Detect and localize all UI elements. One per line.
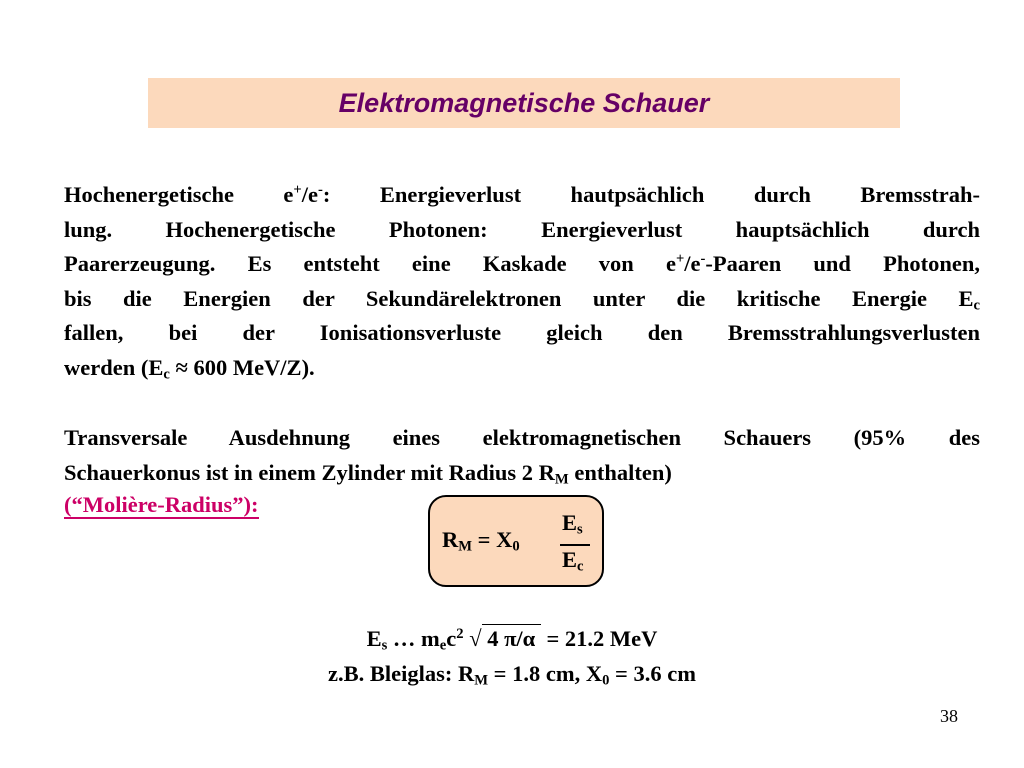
critical-energy-equation: $E_s$ … $m_ec^2$ √ 4 π/α = 21.2 MeV: [366, 625, 658, 654]
text-line: Transversale Ausdehnung eines elektromagnetischen Schauers (95% des: [64, 425, 980, 450]
formula-numerator: $E_s$: [562, 510, 583, 538]
text-line: lung. Hochenergetische Photonen: Energieverlust hauptsächlich durch: [64, 216, 980, 242]
moliere-radius-formula: [428, 495, 604, 587]
slide-title: Elektromagnetische Schauer: [338, 87, 710, 118]
text-line: Schauerkonus ist in einem Zylinder mit Radius 2 $R_M$ enthalten): [64, 459, 672, 488]
text-line: Hochenergetische e+/e-: Energieverlust hautpsächlich durch Bremsstrah-: [64, 181, 980, 207]
text-line: bis die Energien der Sekundärelektronen unter die kritische Energie $E_c$: [64, 285, 980, 314]
paragraph-electromagnetic-showers: [64, 178, 980, 385]
formula-denominator: $E_c$: [562, 547, 584, 575]
sqrt-radicand: 4 π/α: [481, 626, 541, 651]
paragraph-transverse-extent: [64, 421, 980, 490]
lead-glass-example: z.B. Bleiglas: $R_M = 1.8$ cm, $X_0 = 3.6$ cm: [328, 661, 696, 689]
fraction-bar: [560, 544, 590, 546]
formula-lhs: $R_M = X_0$: [442, 527, 520, 555]
page-number: 38: [940, 706, 958, 726]
text-line: fallen, bei der Ionisationsverluste gleich den Bremsstrahlungsverlusten: [64, 320, 980, 345]
text-line: Paarerzeugung. Es entsteht eine Kaskade von e+/e--Paaren und Photonen,: [64, 250, 980, 276]
moliere-radius-label: (“Molière-Radius”):: [64, 492, 259, 517]
text-line: werden ($E_c \approx 600$ MeV/Z).: [64, 354, 315, 383]
title-banner: [148, 78, 900, 128]
